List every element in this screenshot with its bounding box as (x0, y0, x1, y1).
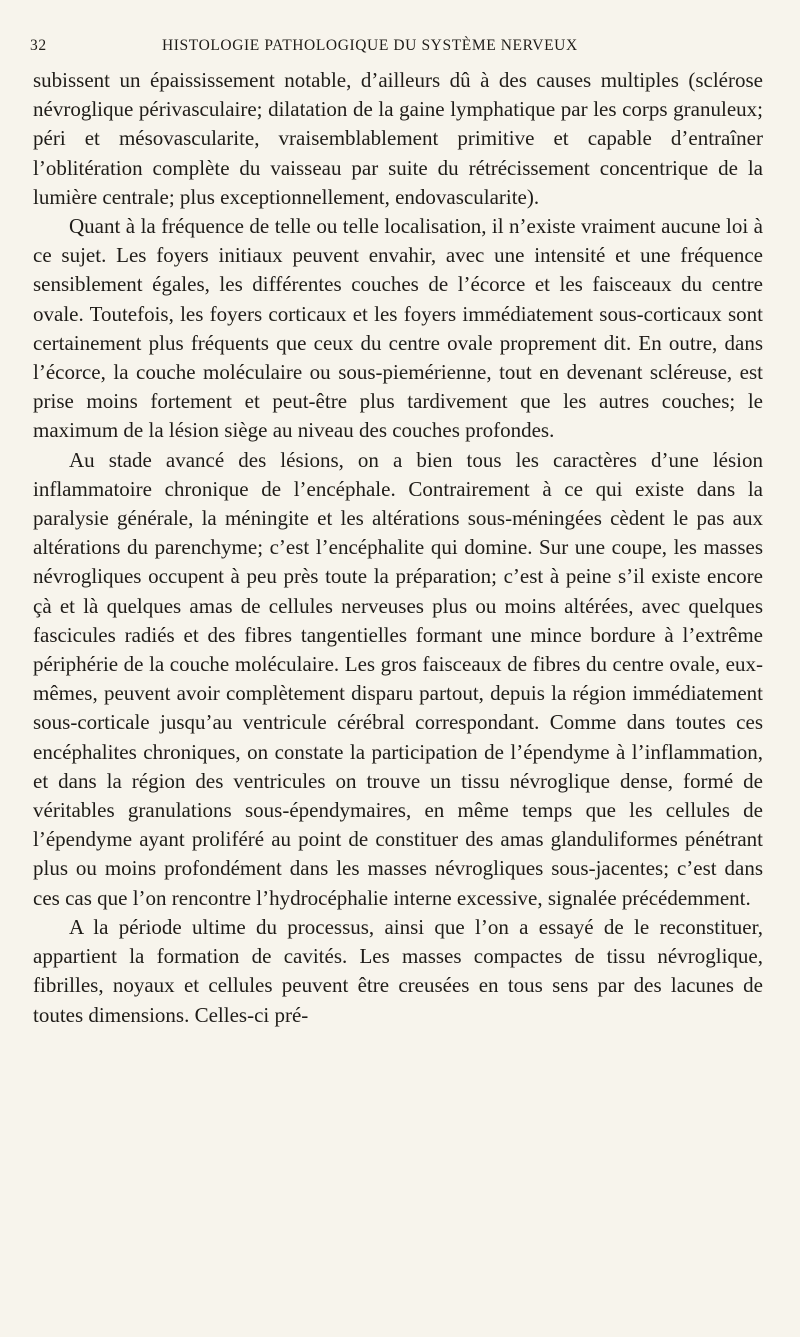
running-title: HISTOLOGIE PATHOLOGIQUE DU SYSTÈME NERVEUX (162, 37, 578, 54)
paragraph-localisation: Quant à la fréquence de telle ou telle localisation, il n’existe vraiment aucune loi à ce sujet. Les foyers initiaux peuvent envahir, avec une intensité et une fréquence sensiblement égales, les différentes couches de l’écorce et les faisceaux du centre ovale. Toutefois, les foyers corticaux et les foyers immédiatement sous-corticaux sont certainement plus fréquents que ceux du centre ovale proprement dit. En outre, dans l’écorce, la couche moléculaire ou sous-piemérienne, tout en devenant scléreuse, est prise moins fortement et peut-être plus tardivement que les autres couches; le maximum de la lésion siège au niveau des couches profondes. (33, 214, 763, 443)
paragraph-continuation: subissent un épaississement notable, d’ailleurs dû à des causes multiples (sclérose névroglique périvasculaire; dilatation de la gaine lymphatique par les corps granuleux; péri et mésovascularite, vraisemblablement primitive et capable d’entraîner l’oblitération complète du vaisseau par suite du rétrécissement concentrique de la lumière centrale; plus exceptionnellement, endovascularite). (33, 68, 763, 209)
page-number: 32 (30, 37, 47, 54)
paragraph-periode-ultime: A la période ultime du processus, ainsi que l’on a essayé de le reconstituer, appartient la formation de cavités. Les masses compactes de tissu névroglique, fibrilles, noyaux et cellules peuvent être creusées en tous sens par des lacunes de toutes dimensions. Celles-ci pré- (33, 914, 763, 1027)
body-text (33, 66, 763, 1030)
paragraph-stade-avance: Au stade avancé des lésions, on a bien tous les caractères d’une lésion inflammatoire chronique de l’encéphale. Contrairement à ce qui existe dans la paralysie générale, la méningite et les altérations sous-méningées cèdent le pas aux altérations du parenchyme; c’est l’encéphalite qui domine. Sur une coupe, les masses névrogliques occupent à peu près toute la préparation; c’est à peine s’il existe encore çà et là quelques amas de cellules nerveuses plus ou moins altérées, avec quelques fascicules radiés et des fibres tangentielles formant une mince bordure à l’extrême périphérie de la couche moléculaire. Les gros faisceaux de fibres du centre ovale, eux-mêmes, peuvent avoir complètement disparu partout, depuis la région immédiatement sous-corticale jusqu’au ventricule cérébral correspondant. Comme dans toutes ces encéphalites chroniques, on constate la participation de l’épendyme à l’inflammation, et dans la région des ventricules on trouve un tissu névroglique dense, formé de véritables granulations sous-épendymaires, en même temps que les cellules de l’épendyme ayant proliféré au point de constituer des amas glanduliformes pénétrant plus ou moins profondément dans les masses névrogliques sous-jacentes; c’est dans ces cas que l’on rencontre l’hydrocéphalie interne excessive, signalée précédemment. (33, 447, 763, 910)
running-header (30, 34, 765, 58)
